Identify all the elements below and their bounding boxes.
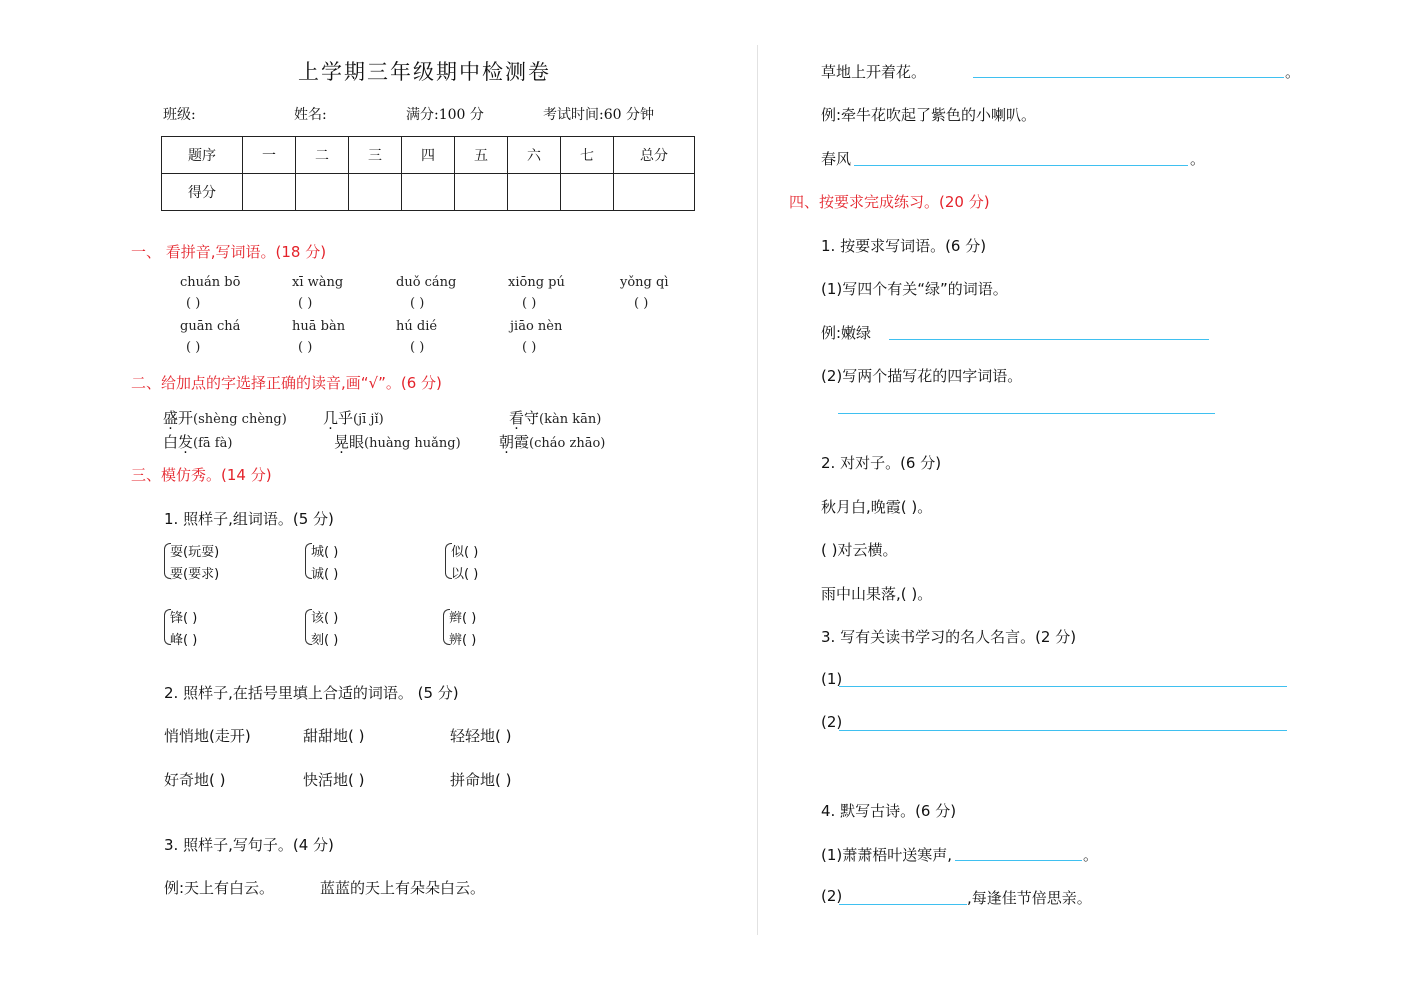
score-cell[interactable] (614, 174, 695, 211)
dotted-char: 晃 (334, 433, 350, 451)
couplet-line[interactable]: ( )对云横。 (821, 541, 898, 559)
score-cell[interactable] (296, 174, 349, 211)
pair-word[interactable]: 该( ) (311, 611, 339, 626)
reading-options[interactable]: (kàn kān) (539, 412, 602, 427)
score-cell[interactable] (508, 174, 561, 211)
answer-line[interactable] (839, 686, 1287, 687)
reading-item (509, 407, 601, 428)
pinyin-item: hú dié (396, 319, 438, 334)
table-cell: 五 (455, 137, 508, 174)
fill-item[interactable]: 好奇地( ) (164, 771, 226, 789)
example-sentence: 蓝蓝的天上有朵朵白云。 (320, 879, 486, 897)
section3-heading: 三、模仿秀。(14 分) (131, 466, 272, 484)
reading-options[interactable]: (cháo zhāo) (529, 436, 606, 451)
table-cell: 总分 (614, 137, 695, 174)
score-table (161, 136, 695, 211)
sentence-prompt: 春风 (821, 150, 852, 168)
fill-item: 悄悄地(走开) (164, 727, 251, 745)
answer-line[interactable] (973, 77, 1284, 78)
section2-heading: 二、给加点的字选择正确的读音,画“√”。(6 分) (131, 374, 442, 392)
q3-prompt: 3. 写有关读书学习的名人名言。(2 分) (821, 628, 1077, 646)
reading-item (323, 407, 384, 428)
table-cell: 七 (561, 137, 614, 174)
period: 。 (1083, 846, 1099, 864)
answer-line[interactable] (839, 730, 1287, 731)
class-label: 班级: (163, 107, 196, 123)
pair-word[interactable]: 诚( ) (311, 567, 339, 582)
table-cell: 得分 (162, 174, 243, 211)
fill-item[interactable]: 拼命地( ) (450, 771, 512, 789)
table-cell: 四 (402, 137, 455, 174)
score-table-score-row (162, 174, 695, 211)
word-rest: 守 (524, 409, 540, 427)
period: 。 (1190, 150, 1206, 168)
word-rest: 乎 (338, 409, 354, 427)
reading-options[interactable]: (huàng huǎng) (364, 436, 461, 451)
reading-item (163, 431, 232, 452)
sub-prompt: (1)写四个有关“绿”的词语。 (821, 280, 1008, 298)
period: 。 (1285, 63, 1301, 81)
word-rest: 霞 (514, 433, 530, 451)
answer-line[interactable] (839, 904, 967, 905)
example-sentence: 例:牵牛花吹起了紫色的小喇叭。 (821, 106, 1037, 124)
pinyin-item: chuán bō (180, 275, 241, 290)
word-rest: 眼 (349, 433, 365, 451)
line-label: (1) (821, 670, 843, 688)
q3-prompt: 3. 照样子,写句子。(4 分) (164, 836, 334, 854)
table-cell: 一 (243, 137, 296, 174)
pinyin-item: yǒng qì (620, 275, 669, 290)
pinyin-item: duǒ cáng (396, 275, 457, 290)
example-word: 例:嫩绿 (821, 324, 872, 342)
reading-item (499, 431, 605, 452)
pair-word[interactable]: 城( ) (311, 545, 339, 560)
column-divider (757, 45, 758, 935)
table-cell: 三 (349, 137, 402, 174)
poem-line: ,每逢佳节倍思亲。 (967, 889, 1092, 907)
pair-word[interactable]: 锋( ) (170, 611, 198, 626)
answer-line[interactable] (838, 413, 1215, 414)
answer-line[interactable] (854, 165, 1188, 166)
couplet-line[interactable]: 雨中山果落,( )。 (821, 585, 933, 603)
couplet-line[interactable]: 秋月白,晚霞( )。 (821, 498, 933, 516)
poem-line: (2) (821, 887, 843, 905)
pair-word[interactable]: 峰( ) (170, 633, 198, 648)
answer-paren[interactable]: ( ) (410, 296, 425, 311)
pair-word[interactable]: 刻( ) (311, 633, 339, 648)
example-sentence: 例:天上有白云。 (164, 879, 275, 897)
fill-item[interactable]: 轻轻地( ) (450, 727, 512, 745)
poem-line: (1)萧萧梧叶送寒声, (821, 846, 953, 864)
sub-prompt: (2)写两个描写花的四字词语。 (821, 367, 1023, 385)
dotted-char: 看 (509, 409, 525, 427)
table-cell: 二 (296, 137, 349, 174)
table-cell: 六 (508, 137, 561, 174)
score-cell[interactable] (243, 174, 296, 211)
section1-heading: 一、 看拼音,写词语。(18 分) (131, 243, 327, 261)
dotted-char: 发 (178, 433, 194, 451)
score-cell[interactable] (402, 174, 455, 211)
pair-word[interactable]: 似( ) (451, 545, 479, 560)
pinyin-item: huā bàn (292, 319, 346, 334)
pair-word[interactable]: 以( ) (451, 567, 479, 582)
score-cell[interactable] (561, 174, 614, 211)
dotted-char: 几 (323, 409, 339, 427)
word-rest: 开 (178, 409, 194, 427)
score-cell[interactable] (455, 174, 508, 211)
reading-item (163, 407, 287, 428)
q2-prompt: 2. 对对子。(6 分) (821, 454, 942, 472)
answer-paren[interactable]: ( ) (186, 296, 201, 311)
answer-paren[interactable]: ( ) (298, 296, 313, 311)
dotted-char: 盛 (163, 409, 179, 427)
reading-options[interactable]: (shèng chèng) (193, 412, 287, 427)
reading-item (334, 431, 461, 452)
q1-prompt: 1. 按要求写词语。(6 分) (821, 237, 987, 255)
pair-word: 耍(玩耍) (170, 545, 220, 560)
answer-paren[interactable]: ( ) (410, 340, 425, 355)
pinyin-item: xiōng pú (508, 275, 565, 290)
q4-prompt: 4. 默写古诗。(6 分) (821, 802, 957, 820)
page-title: 上学期三年级期中检测卷 (298, 60, 551, 84)
pair-word[interactable]: 辫( ) (449, 611, 477, 626)
line-label: (2) (821, 713, 843, 731)
answer-paren[interactable]: ( ) (522, 296, 537, 311)
dotted-char: 朝 (499, 433, 515, 451)
q2-prompt: 2. 照样子,在括号里填上合适的词语。 (5 分) (164, 684, 459, 702)
full-score: 满分:100 分 (406, 107, 484, 123)
pair-word[interactable]: 辨( ) (449, 633, 477, 648)
reading-options[interactable]: (fā fà) (193, 436, 233, 451)
score-table-header-row (162, 137, 695, 174)
exam-time: 考试时间:60 分钟 (543, 107, 654, 123)
pinyin-item: xī wàng (292, 275, 344, 290)
word-rest: 白 (163, 433, 179, 451)
answer-paren[interactable]: ( ) (298, 340, 313, 355)
fill-item[interactable]: 快活地( ) (303, 771, 365, 789)
answer-paren[interactable]: ( ) (186, 340, 201, 355)
score-cell[interactable] (349, 174, 402, 211)
pinyin-item: guān chá (180, 319, 241, 334)
pair-word: 要(要求) (170, 567, 220, 582)
answer-paren[interactable]: ( ) (634, 296, 649, 311)
answer-line[interactable] (889, 339, 1209, 340)
q1-prompt: 1. 照样子,组词语。(5 分) (164, 510, 334, 528)
fill-item[interactable]: 甜甜地( ) (303, 727, 365, 745)
name-label: 姓名: (294, 107, 327, 123)
table-cell: 题序 (162, 137, 243, 174)
reading-options[interactable]: (jī jǐ) (353, 412, 384, 427)
answer-line[interactable] (955, 860, 1082, 861)
pinyin-item: jiāo nèn (510, 319, 563, 334)
answer-paren[interactable]: ( ) (522, 340, 537, 355)
sentence-prompt: 草地上开着花。 (821, 63, 927, 81)
section4-heading: 四、按要求完成练习。(20 分) (789, 193, 990, 211)
